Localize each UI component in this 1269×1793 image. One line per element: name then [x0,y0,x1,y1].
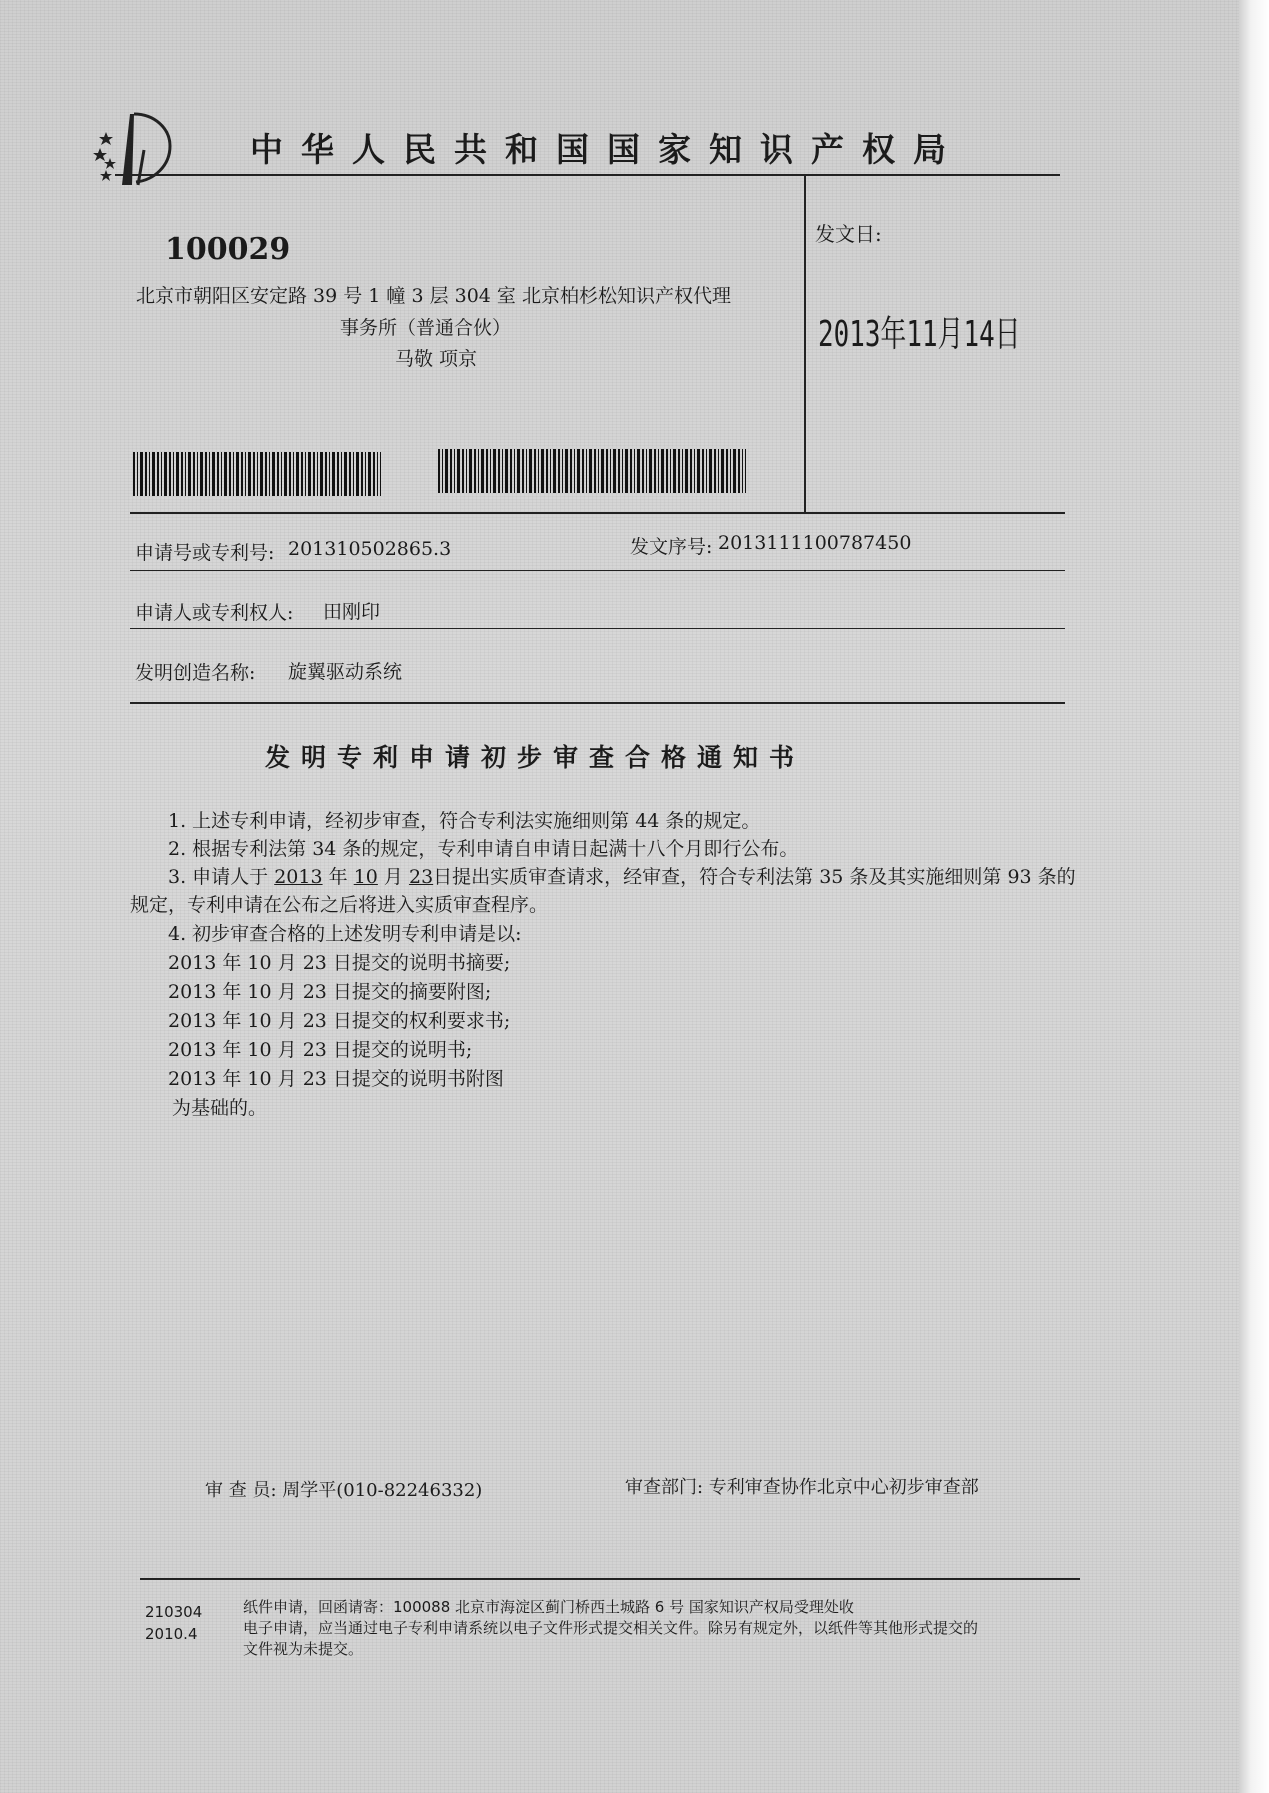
notice-item-2: 2. 根据专利法第 34 条的规定，专利申请自申请日起满十八个月即行公布。 [168,838,799,860]
item-3-suffix: 日提出实质审查请求，经审查，符合专利法第 35 条及其实施细则第 93 条的 [433,866,1076,888]
star-icon [93,148,107,161]
serial-number-label: 发文序号: [630,536,713,558]
exam-request-year: 2013 [274,866,323,888]
applicant-label: 申请人或专利权人: [135,602,294,624]
document-list-item: 2013 年 10 月 23 日提交的说明书; [168,1039,473,1061]
header-top-rule [115,174,1060,176]
notice-item-3 [168,862,1076,889]
serial-number: 2013111100787450 [718,532,912,554]
document-list-item: 2013 年 10 月 23 日提交的权利要求书; [168,1010,511,1032]
dispatch-date-stamp: 2013年11月14日 [818,314,1021,355]
invention-title: 旋翼驱动系统 [288,661,403,683]
item-3-prefix: 3. 申请人于 [168,866,269,888]
notice-item-3-continued: 规定，专利申请在公布之后将进入实质审查程序。 [130,894,549,916]
barcode-left [133,452,381,496]
notice-title: 发明专利申请初步审查合格通知书 [265,743,806,772]
header-divider [804,174,806,512]
postcode: 100029 [165,232,291,267]
star-icon [104,158,116,169]
star-icon [100,170,112,181]
examination-department: 审查部门: 专利审查协作北京中心初步审查部 [625,1477,979,1498]
document-list-item: 2013 年 10 月 23 日提交的说明书附图 [168,1068,504,1090]
notice-item-1: 1. 上述专利申请，经初步审查，符合专利法实施细则第 44 条的规定。 [168,810,761,832]
notice-item-4: 4. 初步审查合格的上述发明专利申请是以: [168,923,522,945]
document-list-item: 2013 年 10 月 23 日提交的说明书摘要; [168,952,511,974]
application-number: 201310502865.3 [288,538,452,560]
field-rule-2 [130,628,1065,629]
field-rule-1 [130,570,1065,571]
exam-request-day: 23 [408,866,434,888]
examiner-info: 审 查 员: 周学平(010-82246332) [205,1480,483,1501]
header-bottom-rule [130,512,1065,514]
field-rule-3 [130,702,1065,704]
agent-names: 马敬 项京 [395,348,478,370]
star-icon [99,132,113,145]
form-date: 2010.4 [145,1625,198,1643]
applicant-name: 田刚印 [323,601,381,623]
dispatch-date-label: 发文日: [815,222,882,246]
barcode-right [438,449,746,493]
address-line-1: 北京市朝阳区安定路 39 号 1 幢 3 层 304 室 北京柏杉松知识产权代理 [136,285,731,307]
invention-label: 发明创造名称: [135,662,256,684]
footer-line-1: 纸件申请，回函请寄：100088 北京市海淀区蓟门桥西土城路 6 号 国家知识产权局受理处收 [243,1598,854,1616]
basis-line: 为基础的。 [172,1097,268,1119]
footer-line-2: 电子申请，应当通过电子专利申请系统以电子文件形式提交相关文件。除另有规定外，以纸件等其他形式提交的 [243,1619,979,1637]
exam-request-month: 10 [353,866,378,888]
footer-rule [140,1578,1080,1580]
document-list-item: 2013 年 10 月 23 日提交的摘要附图; [168,981,492,1003]
address-line-2: 事务所（普通合伙） [340,317,512,339]
month-unit: 月 [383,866,403,888]
page-edge [1239,0,1269,1793]
application-number-label: 申请号或专利号: [135,542,275,564]
year-unit: 年 [328,866,348,888]
footer-line-3: 文件视为未提交。 [243,1640,364,1658]
cnipa-emblem-icon [92,110,182,190]
form-code: 210304 [145,1603,203,1621]
office-title: 中华人民共和国国家知识产权局 [250,130,964,169]
